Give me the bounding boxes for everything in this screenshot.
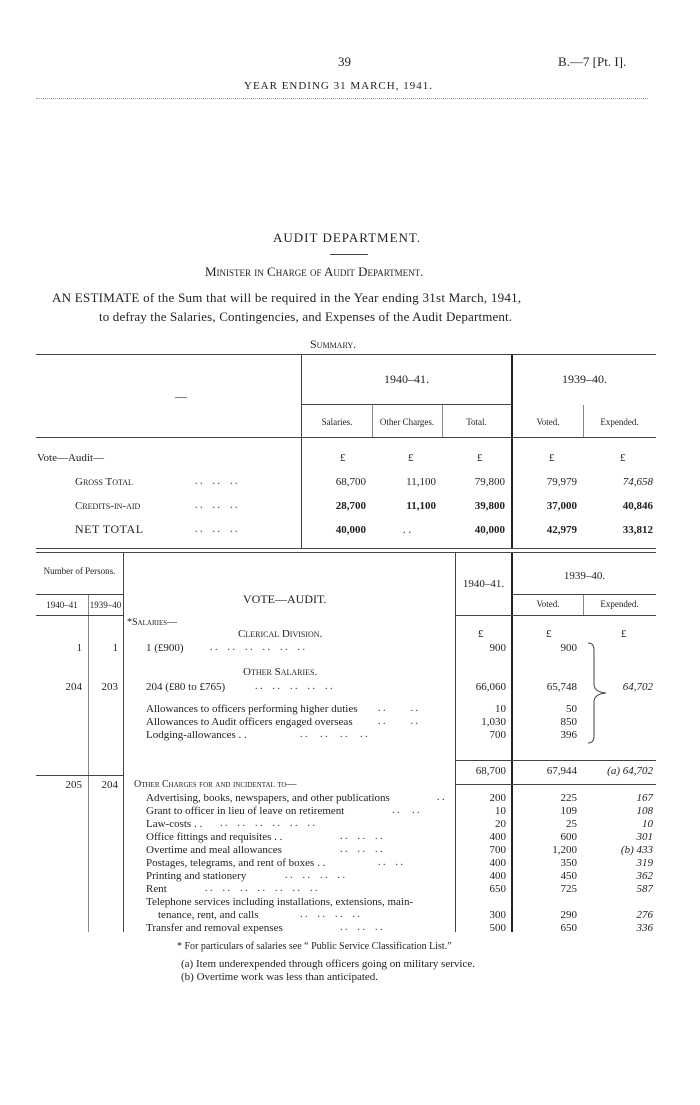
summary-bottom-rule: [36, 548, 656, 549]
minister-line: Minister in Charge of Audit Department.: [205, 264, 424, 279]
leader-dots: . . . . . . . . . . . .: [210, 642, 305, 653]
summary-row-label: Credits-in-aid: [75, 500, 141, 512]
page-reference: B.—7 [Pt. I].: [558, 54, 627, 69]
leader-dots: . . . . . .: [195, 524, 238, 535]
summary-head-rule: [36, 437, 656, 438]
year-line: YEAR ENDING 31 MARCH, 1941.: [244, 80, 433, 92]
leader-dots: . . . .: [378, 703, 418, 714]
summary-voted: 37,000: [546, 500, 577, 512]
amount-voted: 850: [560, 716, 577, 728]
charge-label: Postages, telegrams, and rent of boxes . .: [146, 857, 326, 869]
allowance-label: Allowances to Audit officers engaged overseas: [146, 716, 353, 728]
currency-symbol: £: [340, 452, 346, 464]
detail-persons-border: [123, 553, 124, 932]
clerical-heading: Clerical Division.: [238, 628, 323, 640]
estimate-line-2: to defray the Salaries, Contingencies, and Expenses of the Audit Department.: [99, 309, 513, 324]
leader-dots: . . . . . .: [340, 844, 383, 855]
subtotal-bottom-rule: [456, 784, 656, 785]
summary-subhead-rule: [302, 404, 511, 405]
amount-current: 66,060: [475, 681, 506, 693]
amount-expended: 276: [636, 909, 653, 921]
summary-salaries: 28,700: [335, 500, 366, 512]
summary-expended: 33,812: [622, 524, 653, 536]
vote-title: VOTE—AUDIT.: [243, 592, 327, 606]
charge-label: Transfer and removal expenses: [146, 922, 283, 934]
amount-expended: 587: [636, 883, 653, 895]
leader-dots: . . . . . . . .: [300, 729, 368, 740]
persons-previous: 203: [101, 681, 118, 693]
leader-dots: . . . . . . . . . . . .: [220, 818, 315, 829]
amount-current: 10: [495, 805, 506, 817]
detail-head-rule: [456, 615, 656, 616]
persons-current: 1: [76, 642, 82, 654]
amount-current: 700: [489, 844, 506, 856]
detail-year-current: 1940–41.: [462, 578, 505, 590]
header-rule: [36, 98, 648, 99]
currency-symbol: £: [546, 628, 552, 640]
amount-current: 400: [489, 831, 506, 843]
summary-vote-label: Vote—Audit—: [37, 452, 105, 464]
charge-label: Office fittings and requisites . .: [146, 831, 283, 843]
summary-other: . .: [402, 524, 412, 536]
row-label: 1 (£900): [146, 642, 184, 654]
summary-col-voted: Voted.: [536, 417, 560, 427]
currency-symbol: £: [408, 452, 414, 464]
summary-row-label: Gross Total: [75, 476, 133, 488]
allowance-label: Lodging-allowances . .: [146, 729, 247, 741]
amount-current: 68,700: [475, 765, 506, 777]
estimate-line-1: AN ESTIMATE of the Sum that will be required in the Year ending 31st March, 1941,: [52, 290, 522, 305]
amount-voted: 350: [560, 857, 577, 869]
brace-icon: [586, 642, 612, 744]
amount-expended: 319: [636, 857, 653, 869]
amount-voted: 1,200: [552, 844, 577, 856]
summary-title: Summary.: [310, 337, 357, 351]
amount-current: 900: [489, 642, 506, 654]
leader-dots: . . . . . . . . . .: [255, 681, 333, 692]
summary-other: 11,100: [406, 500, 436, 512]
amount-current: 650: [489, 883, 506, 895]
persons-total-current: 205: [65, 779, 82, 791]
currency-symbol: £: [478, 628, 484, 640]
detail-subhead-rule: [513, 594, 656, 595]
persons-previous: 1: [112, 642, 118, 654]
charge-label: Printing and stationery: [146, 870, 247, 882]
summary-top-rule: [36, 354, 656, 355]
persons-total-previous: 204: [101, 779, 118, 791]
amount-current: 1,030: [481, 716, 506, 728]
summary-col-salaries: Salaries.: [321, 417, 353, 427]
amount-voted: 600: [560, 831, 577, 843]
summary-col-total: Total.: [466, 417, 487, 427]
charge-label: Overtime and meal allowances: [146, 844, 282, 856]
amount-expended: 64,702: [622, 681, 653, 693]
summary-total: 40,000: [474, 524, 505, 536]
subtotal-rule: [456, 760, 656, 761]
summary-expended: 74,658: [622, 476, 653, 488]
leader-dots: . . . . . . . . . . . . . .: [205, 883, 318, 894]
charge-label: Law-costs . .: [146, 818, 203, 830]
amount-current: 500: [489, 922, 506, 934]
amount-expended: (b) 433: [620, 844, 653, 856]
summary-row-label: NET TOTAL: [75, 522, 144, 536]
page-number: 39: [338, 54, 351, 69]
charge-label: Rent: [146, 883, 167, 895]
amount-voted: 450: [560, 870, 577, 882]
amount-expended: 10: [642, 818, 653, 830]
leader-dots: . .: [437, 792, 445, 803]
summary-year-previous: 1939–40.: [562, 372, 607, 386]
footnote-a: (a) Item underexpended through officers going on military service.: [181, 958, 475, 970]
persons-total-rule: [36, 775, 123, 776]
charge-label-continued: tenance, rent, and calls: [158, 909, 259, 921]
amount-current: 400: [489, 870, 506, 882]
amount-expended: 336: [636, 922, 653, 934]
summary-salaries: 40,000: [335, 524, 366, 536]
summary-voted: 42,979: [546, 524, 577, 536]
leader-dots: . . . .: [392, 805, 420, 816]
leader-dots: . . . . . .: [195, 500, 238, 511]
department-title: AUDIT DEPARTMENT.: [273, 230, 422, 245]
amount-expended: 362: [636, 870, 653, 882]
currency-symbol: £: [477, 452, 483, 464]
leader-dots: . . . . . . . .: [285, 870, 345, 881]
amount-voted: 290: [560, 909, 577, 921]
footnote-b: (b) Overtime work was less than anticipated.: [181, 971, 379, 983]
amount-current: 200: [489, 792, 506, 804]
amount-expended: 108: [636, 805, 653, 817]
persons-current: 204: [65, 681, 82, 693]
persons-header-rule: [36, 594, 123, 595]
amount-voted: 725: [560, 883, 577, 895]
leader-dots: . . . . . .: [340, 831, 383, 842]
summary-dash: —: [175, 389, 187, 403]
currency-symbol: £: [620, 452, 626, 464]
amount-voted: 25: [566, 818, 577, 830]
summary-col-other: Other Charges.: [379, 417, 435, 427]
allowance-label: Allowances to officers performing higher duties: [146, 703, 358, 715]
detail-col-expended: Expended.: [600, 599, 639, 609]
other-salaries-heading: Other Salaries.: [243, 666, 318, 678]
amount-expended: (a) 64,702: [607, 765, 653, 777]
leader-dots: . . . . . . . .: [300, 909, 360, 920]
amount-expended: 301: [636, 831, 653, 843]
leader-dots: . . . . . .: [195, 476, 238, 487]
summary-total: 39,800: [474, 500, 505, 512]
amount-voted: 900: [560, 642, 577, 654]
summary-voted: 79,979: [546, 476, 577, 488]
leader-dots: . . . . . .: [340, 922, 383, 933]
charge-label: Telephone services including installations, extensions, main-: [146, 896, 414, 908]
amount-voted: 65,748: [546, 681, 577, 693]
charge-label: Advertising, books, newspapers, and other publications: [146, 792, 390, 804]
charge-label: Grant to officer in lieu of leave on retirement: [146, 805, 345, 817]
amount-voted: 225: [560, 792, 577, 804]
amount-current: 20: [495, 818, 506, 830]
amount-voted: 109: [560, 805, 577, 817]
amount-expended: 167: [636, 792, 653, 804]
title-rule: [330, 254, 368, 255]
leader-dots: . . . .: [378, 716, 418, 727]
persons-year-current: 1940–41: [46, 600, 78, 610]
summary-year-current: 1940–41.: [384, 372, 429, 386]
persons-year-previous: 1939–40: [89, 600, 122, 610]
persons-header: Number of Persons.: [43, 566, 116, 576]
currency-symbol: £: [549, 452, 555, 464]
summary-salaries: 68,700: [335, 476, 366, 488]
amount-current: 300: [489, 909, 506, 921]
detail-year-previous: 1939–40.: [563, 570, 606, 582]
leader-dots: . . . .: [378, 857, 403, 868]
summary-total: 79,800: [474, 476, 505, 488]
other-charges-heading: Other Charges for and incidental to—: [134, 779, 297, 790]
amount-voted: 50: [566, 703, 577, 715]
salaries-heading: *Salaries—: [127, 617, 178, 628]
footnote-star: * For particulars of salaries see “ Public Service Classification List.”: [177, 941, 452, 952]
persons-subhead-rule: [36, 615, 123, 616]
detail-col-voted: Voted.: [536, 599, 560, 609]
summary-other: 11,100: [406, 476, 436, 488]
row-label: 204 (£80 to £765): [146, 681, 226, 693]
amount-current: 10: [495, 703, 506, 715]
summary-expended: 40,846: [622, 500, 653, 512]
summary-col-expended: Expended.: [600, 417, 639, 427]
amount-voted: 396: [560, 729, 577, 741]
detail-top-rule: [36, 552, 656, 553]
amount-voted: 650: [560, 922, 577, 934]
currency-symbol: £: [621, 628, 627, 640]
amount-current: 400: [489, 857, 506, 869]
amount-current: 700: [489, 729, 506, 741]
amount-voted: 67,944: [546, 765, 577, 777]
